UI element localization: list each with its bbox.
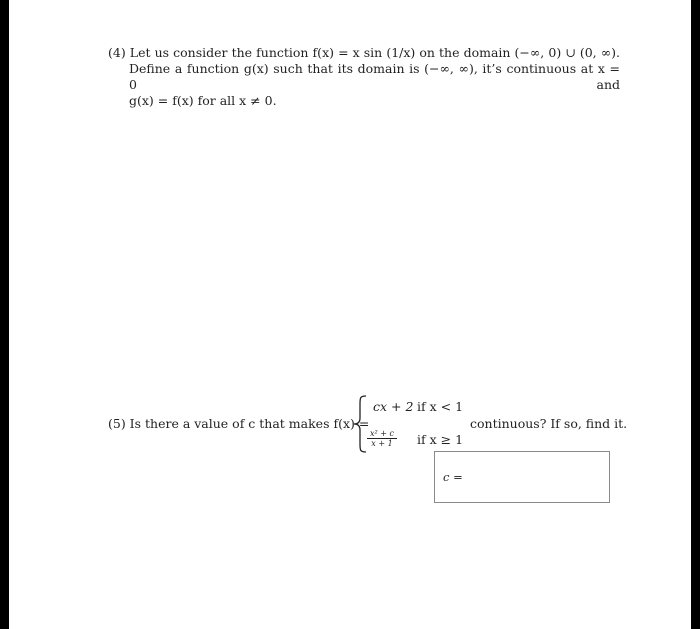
problem-4 <box>108 45 620 109</box>
problem-4-line-3: g(x) = f(x) for all x ≠ 0. <box>129 93 277 108</box>
case-2-condition: if x ≥ 1 <box>417 432 464 447</box>
case-2-numerator: x² + c <box>367 429 397 439</box>
problem-4-line-1: (4) Let us consider the function f(x) = x sin (1/x) on the domain (−∞, 0) ∪ (0, ∞). <box>108 45 620 60</box>
problem-4-line-2: Define a function g(x) such that its domain is (−∞, ∞), it’s continuous at x = 0 and <box>129 61 620 92</box>
problem-5-prompt: (5) Is there a value of c that makes f(x) = <box>108 416 370 431</box>
case-2-fraction <box>367 429 397 448</box>
problem-5-suffix: continuous? If so, find it. <box>470 416 628 431</box>
case-1-condition: if x < 1 <box>417 399 464 414</box>
document-page <box>9 0 691 629</box>
case-2-denominator: x + 1 <box>371 439 393 448</box>
answer-label: c = <box>443 470 463 484</box>
case-1-expression: cx + 2 <box>373 399 414 414</box>
answer-input-box[interactable] <box>434 451 610 503</box>
